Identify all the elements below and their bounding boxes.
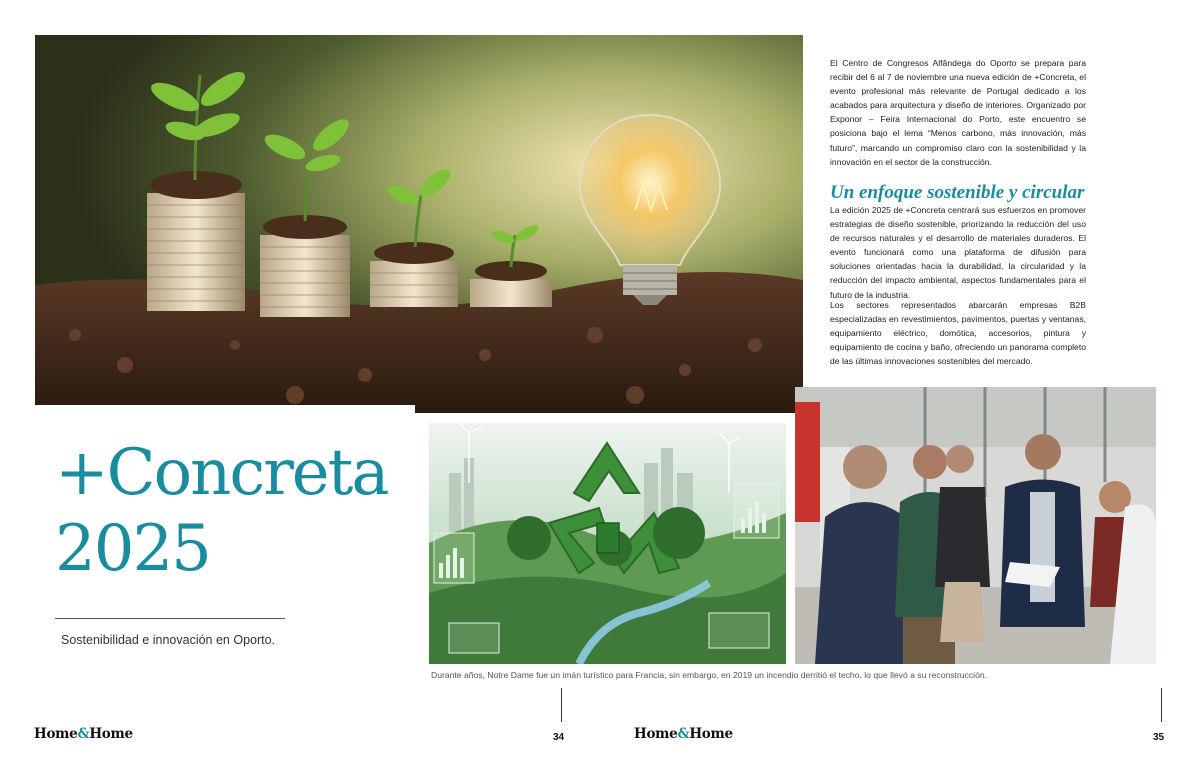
logo-text: Home <box>634 726 678 742</box>
logo-ampersand: & <box>677 726 690 742</box>
page-title-line1: +Concreta <box>55 436 388 510</box>
page-title-line2: 2025 <box>55 512 210 586</box>
article-intro: El Centro de Congresos Alfândega do Oporto se prepara para recibir del 6 al 7 de noviembre una nueva edición de +Concreta, el evento profesional más relevante de Portugal dedicado a los acabados para arquitectura y diseño de interiores. Organizado por Exponor – Feira Internacional do Porto, este encuentro se posiciona bajo el lema “Menos carbono, más innovación, más futuro”, marcando un compromiso claro con la sostenibilidad y la innovación en el sector de la construcción. <box>830 58 1086 167</box>
image-caption: Durante años, Notre Dame fue un imán turístico para Francia, sin embargo, en 2019 un incendio derritió el techo, lo que llevó a su reconstrucción. <box>431 670 988 680</box>
logo-ampersand: & <box>77 726 90 742</box>
page-subtitle: Sostenibilidad e innovación en Oporto. <box>61 633 276 647</box>
event-attendees-photo <box>795 387 1156 664</box>
brand-logo-right <box>634 726 733 742</box>
section-heading: Un enfoque sostenible y circular <box>830 182 1085 203</box>
logo-text: Home <box>689 726 733 742</box>
title-divider <box>55 618 285 619</box>
brand-logo-left <box>34 726 133 742</box>
recycle-illustration-image <box>429 423 786 664</box>
hero-image-coins-sprouts-bulb <box>35 35 803 413</box>
footer-divider-left <box>561 688 562 722</box>
logo-text: Home <box>89 726 133 742</box>
footer-divider-right <box>1161 688 1162 722</box>
page-number-left: 34 <box>553 732 565 743</box>
article-paragraph-1: La edición 2025 de +Concreta centrará sus esfuerzos en promover estrategias de diseño sostenible, priorizando la reducción del uso de recursos naturales y el desarrollo de materiales duraderos. El evento funcionará como una plataforma de difusión para soluciones orientadas hacia la durabilidad, la circularidad y la reducción del impacto ambiental, aspectos fundamentales para el futuro de la industria. <box>830 205 1086 300</box>
hero-corner-mask <box>35 405 415 417</box>
article-paragraph-2: Los sectores representados abarcarán empresas B2B especializadas en revestimientos, pavimentos, puertas y ventanas, equipamiento eléctrico, domótica, accesorios, pintura y equipamiento de cocina y baño, ofreciendo un panorama completo de las últimas innovaciones sostenibles del mercado. <box>830 300 1086 367</box>
page-number-right: 35 <box>1153 732 1165 743</box>
logo-text: Home <box>34 726 78 742</box>
